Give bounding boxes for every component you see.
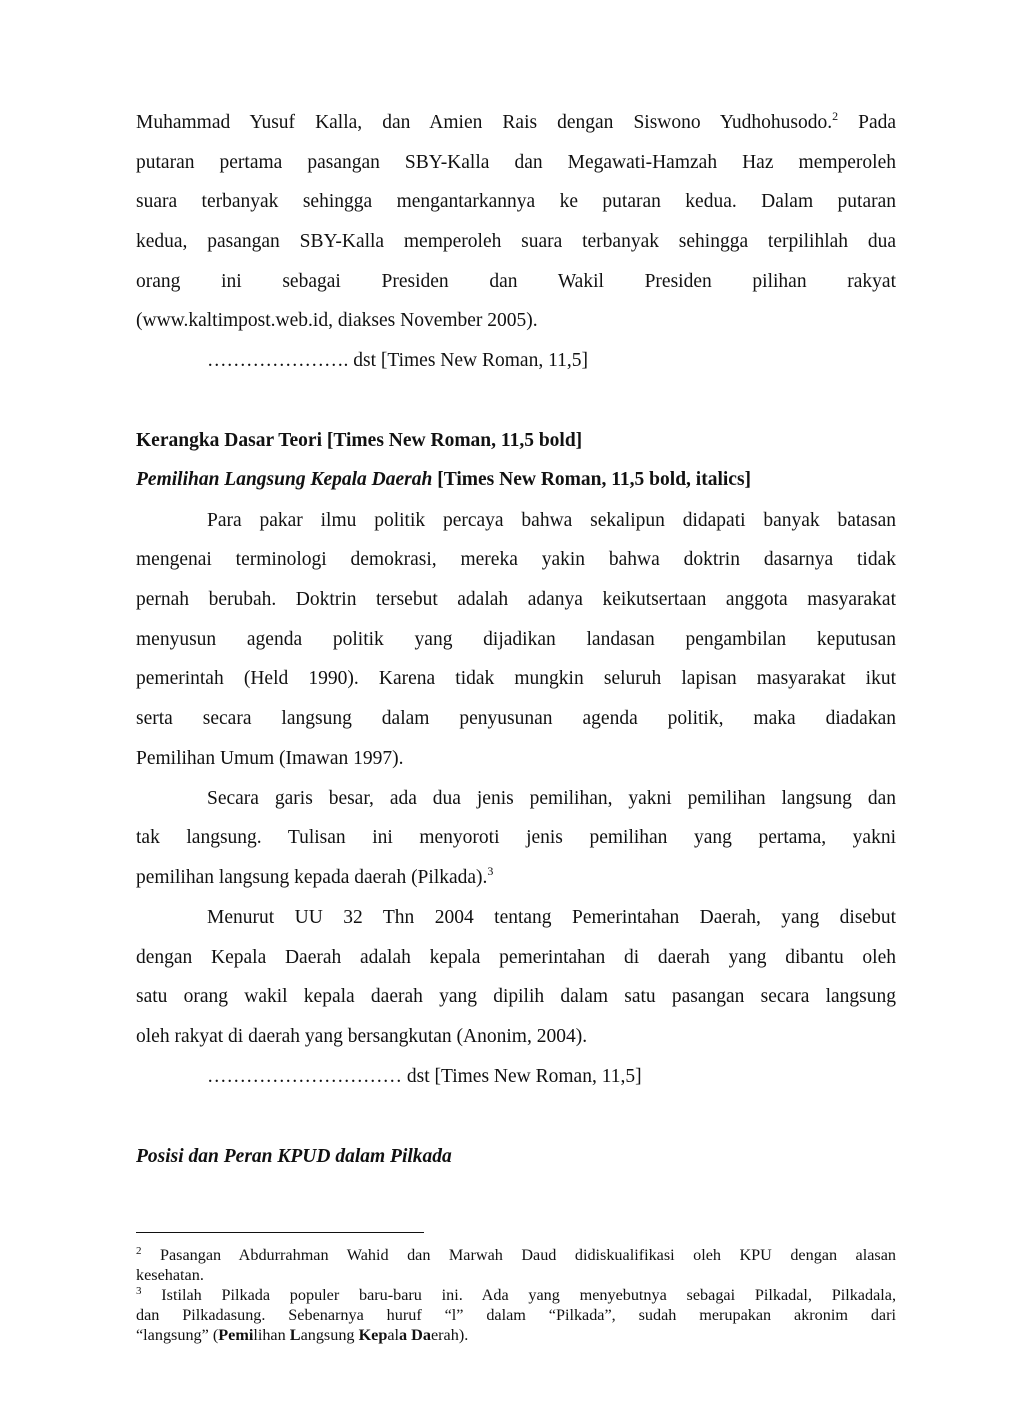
footnote-ref-2[interactable]: 2 [832, 109, 839, 123]
body-line: kedua, pasangan SBY-Kalla memperoleh suara terbanyak sehingga terpilihlah dua [136, 231, 896, 252]
body-line: pemerintah (Held 1990). Karena tidak mungkin seluruh lapisan masyarakat ikut [136, 668, 896, 689]
body-line: pemilihan langsung kepada daerah (Pilkada).$^3$ [136, 864, 494, 888]
continuation-note: …………………. dst [Times New Roman, 11,5] [207, 350, 588, 371]
body-line: mengenai terminologi demokrasi, mereka yakin bahwa doktrin dasarnya tidak [136, 549, 896, 570]
section-heading: Kerangka Dasar Teori [Times New Roman, 11,5 bold] [136, 430, 583, 451]
body-line: Muhammad Yusuf Kalla, dan Amien Rais dengan Siswono Yudhohusodo.$^2$ Pada [136, 109, 897, 133]
body-line: orang ini sebagai Presiden dan Wakil Presiden pilihan rakyat [136, 271, 896, 292]
body-line: serta secara langsung dalam penyusunan agenda politik, maka diadakan [136, 708, 896, 729]
footnote-3-line: “langsung” (Pemilihan Langsung Kepala Daerah). [136, 1326, 469, 1344]
body-line: oleh rakyat di daerah yang bersangkutan (Anonim, 2004). [136, 1026, 588, 1047]
footnote-separator [136, 1232, 424, 1233]
body-line: (www.kaltimpost.web.id, diakses November 2005). [136, 310, 538, 331]
body-line: tak langsung. Tulisan ini menyoroti jenis pemilihan yang pertama, yakni [136, 827, 896, 848]
body-line: Pemilihan Umum (Imawan 1997). [136, 748, 404, 769]
footnote-2-line: $^2$ Pasangan Abdurrahman Wahid dan Marwah Daud didiskualifikasi oleh KPU dengan alasan [136, 1245, 896, 1264]
body-line: menyusun agenda politik yang dijadikan landasan pengambilan keputusan [136, 629, 896, 650]
subsection-heading: Posisi dan Peran KPUD dalam Pilkada [136, 1146, 452, 1167]
continuation-note: ………………………… dst [Times New Roman, 11,5] [207, 1066, 642, 1087]
body-line: Menurut UU 32 Thn 2004 tentang Pemerintahan Daerah, yang disebut [207, 907, 896, 928]
body-line: dengan Kepala Daerah adalah kepala pemerintahan di daerah yang dibantu oleh [136, 947, 896, 968]
body-line: pernah berubah. Doktrin tersebut adalah adanya keikutsertaan anggota masyarakat [136, 589, 896, 610]
body-line: satu orang wakil kepala daerah yang dipilih dalam satu pasangan secara langsung [136, 986, 896, 1007]
body-line: Secara garis besar, ada dua jenis pemilihan, yakni pemilihan langsung dan [207, 788, 896, 809]
body-line: putaran pertama pasangan SBY-Kalla dan Megawati-Hamzah Haz memperoleh [136, 152, 896, 173]
footnote-ref-3[interactable]: 3 [487, 864, 494, 878]
body-line: Para pakar ilmu politik percaya bahwa sekalipun didapati banyak batasan [207, 510, 896, 531]
footnote-3-line: $^3$ Istilah Pilkada populer baru-baru ini. Ada yang menyebutnya sebagai Pilkadal, Pilkadala, [136, 1285, 896, 1304]
footnote-3-line: dan Pilkadasung. Sebenarnya huruf “l” dalam “Pilkada”, sudah merupakan akronim dari [136, 1306, 896, 1324]
body-line: suara terbanyak sehingga mengantarkannya ke putaran kedua. Dalam putaran [136, 191, 896, 212]
subsection-heading: Pemilihan Langsung Kepala Daerah [Times New Roman, 11,5 bold, italics] [136, 469, 752, 490]
footnote-2-line: kesehatan. [136, 1266, 204, 1284]
